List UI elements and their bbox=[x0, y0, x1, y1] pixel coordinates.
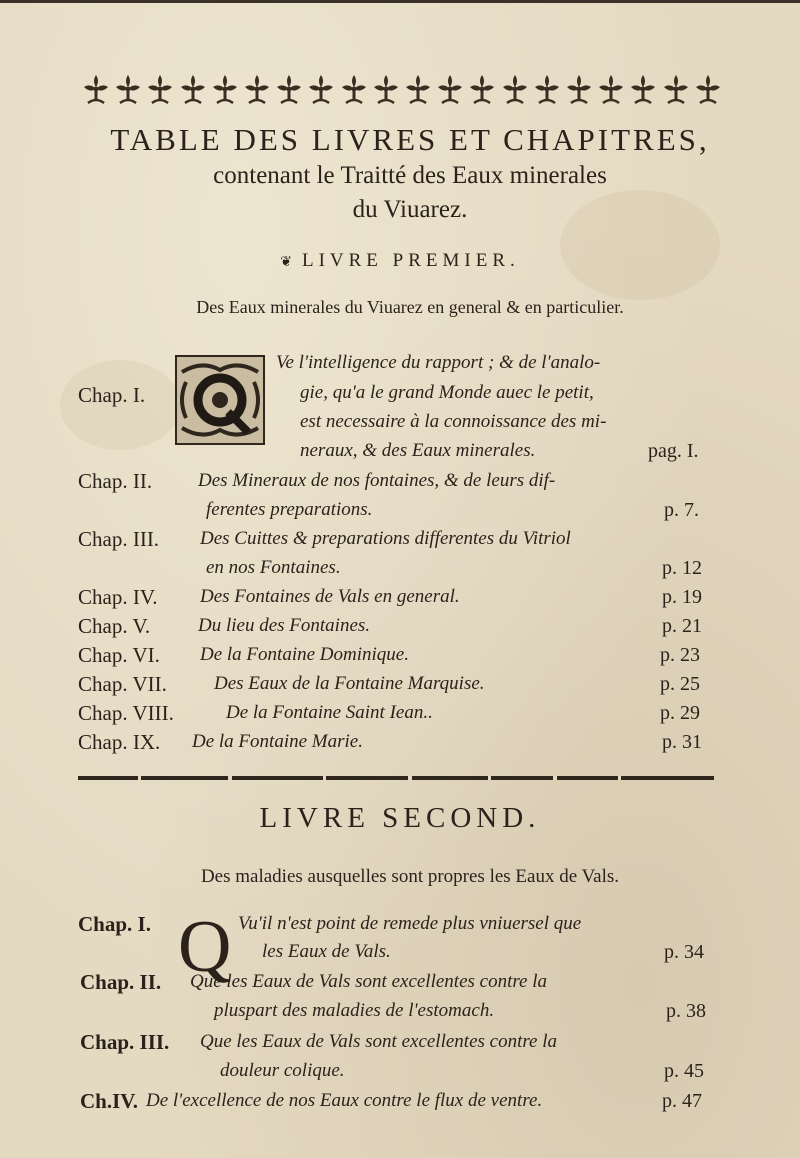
fleuron-icon bbox=[662, 73, 690, 107]
page-reference: p. 12 bbox=[662, 557, 702, 579]
fleuron-icon bbox=[436, 73, 464, 107]
fleuron-icon bbox=[243, 73, 271, 107]
chapter-number: Chap. IV. bbox=[78, 585, 158, 609]
book1-heading bbox=[200, 250, 600, 272]
drop-cap: Q bbox=[178, 906, 232, 988]
fleuron-icon bbox=[629, 73, 657, 107]
page-top-edge bbox=[0, 0, 800, 3]
book1-subtitle: Des Eaux minerales du Viuarez en general & en particulier. bbox=[196, 297, 624, 317]
fleuron-icon bbox=[533, 73, 561, 107]
book2-subtitle: Des maladies ausquelles sont propres les Eaux de Vals. bbox=[200, 866, 620, 887]
fleuron-icon bbox=[307, 73, 335, 107]
fleuron-icon bbox=[597, 73, 625, 107]
chapter-number: Chap. VII. bbox=[78, 672, 167, 696]
chapter-title-line: De la Fontaine Marie. bbox=[192, 731, 363, 752]
chapter-number: Chap. I. bbox=[78, 912, 151, 936]
page-reference: p. 7. bbox=[664, 499, 699, 521]
chapter-title-line: Des Fontaines de Vals en general. bbox=[200, 586, 460, 607]
chapter-number: Chap. II. bbox=[80, 970, 162, 994]
chapter-title-line: De la Fontaine Saint Iean.. bbox=[226, 702, 433, 723]
page-reference: p. 45 bbox=[664, 1060, 704, 1082]
chapter-title-line: Des Eaux de la Fontaine Marquise. bbox=[214, 673, 485, 694]
fleuron-icon bbox=[340, 73, 368, 107]
page-reference: p. 21 bbox=[662, 615, 702, 637]
chapter-title-line: gie, qu'a le grand Monde auec le petit, bbox=[300, 382, 594, 403]
page-reference: p. 47 bbox=[662, 1090, 702, 1112]
fleuron-icon bbox=[372, 73, 400, 107]
chapter-title-line: Vu'il n'est point de remede plus vniuersel que bbox=[238, 913, 582, 934]
page-reference: p. 31 bbox=[662, 731, 702, 753]
chapter-number: Chap. VIII. bbox=[78, 701, 174, 725]
book1-heading-text: LIVRE PREMIER. bbox=[301, 250, 520, 271]
fleuron-icon bbox=[275, 73, 303, 107]
chapter-title-line: ferentes preparations. bbox=[206, 499, 373, 520]
fleuron-icon bbox=[179, 73, 207, 107]
page-reference: p. 29 bbox=[660, 702, 700, 724]
page-reference: p. 38 bbox=[666, 1000, 706, 1022]
chapter-title-line: Que les Eaux de Vals sont excellentes contre la bbox=[190, 971, 548, 992]
fleuron-icon bbox=[694, 73, 722, 107]
fleuron-icon bbox=[82, 73, 110, 107]
table-title: TABLE DES LIVRES ET CHAPITRES, bbox=[110, 122, 710, 157]
chapter-number: Ch.IV. bbox=[80, 1089, 138, 1113]
chapter-title-line: Des Mineraux de nos fontaines, & de leurs dif- bbox=[198, 470, 556, 491]
page-reference: p. 19 bbox=[662, 586, 702, 608]
book2-heading: LIVRE SECOND. bbox=[259, 802, 541, 834]
chapter-title-line: les Eaux de Vals. bbox=[262, 941, 391, 962]
section-separator bbox=[78, 775, 714, 781]
chapter-number: Chap. IX. bbox=[78, 730, 161, 754]
chapter-title-line: Ve l'intelligence du rapport ; & de l'analo- bbox=[276, 352, 601, 373]
chapter-title-line: neraux, & des Eaux minerales. bbox=[300, 440, 536, 461]
chapter-title-line: en nos Fontaines. bbox=[206, 557, 341, 578]
chapter-title-line: Des Cuittes & preparations differentes du Vitriol bbox=[200, 528, 571, 549]
chapter-number: Chap. VI. bbox=[78, 643, 160, 667]
fleuron-icon bbox=[501, 73, 529, 107]
page-reference: pag. I. bbox=[648, 440, 699, 462]
chapter-number: Chap. V. bbox=[78, 614, 151, 638]
fleuron-icon bbox=[211, 73, 239, 107]
fleuron-icon bbox=[468, 73, 496, 107]
fleuron-icon bbox=[404, 73, 432, 107]
fleuron-border bbox=[82, 70, 722, 110]
fleuron-icon bbox=[565, 73, 593, 107]
fleuron-icon bbox=[146, 73, 174, 107]
chapter-number: Chap. II. bbox=[78, 469, 153, 493]
fleuron-icon bbox=[114, 73, 142, 107]
fleuron-icon: ❦ bbox=[280, 255, 292, 270]
page-reference: p. 34 bbox=[664, 941, 704, 963]
page-reference: p. 25 bbox=[660, 673, 700, 695]
chapter-title-line: De l'excellence de nos Eaux contre le flux de ventre. bbox=[146, 1090, 543, 1111]
page-reference: p. 23 bbox=[660, 644, 700, 666]
chapter-number: Chap. III. bbox=[78, 527, 160, 551]
chapter-title-line: Que les Eaux de Vals sont excellentes contre la bbox=[200, 1031, 558, 1052]
decorated-initial-q-icon bbox=[172, 352, 268, 448]
table-subtitle-line1: contenant le Traitté des Eaux minerales bbox=[213, 162, 607, 189]
table-subtitle-line2: du Viuarez. bbox=[352, 196, 468, 223]
chapter-title-line: De la Fontaine Dominique. bbox=[200, 644, 409, 665]
chapter-number: Chap. I. bbox=[78, 383, 146, 407]
chapter-title-line: est necessaire à la connoissance des mi- bbox=[300, 411, 607, 432]
chapter-title-line: douleur colique. bbox=[220, 1060, 345, 1081]
chapter-number: Chap. III. bbox=[80, 1030, 170, 1054]
chapter-title-line: pluspart des maladies de l'estomach. bbox=[214, 1000, 495, 1021]
chapter-title-line: Du lieu des Fontaines. bbox=[198, 615, 371, 636]
